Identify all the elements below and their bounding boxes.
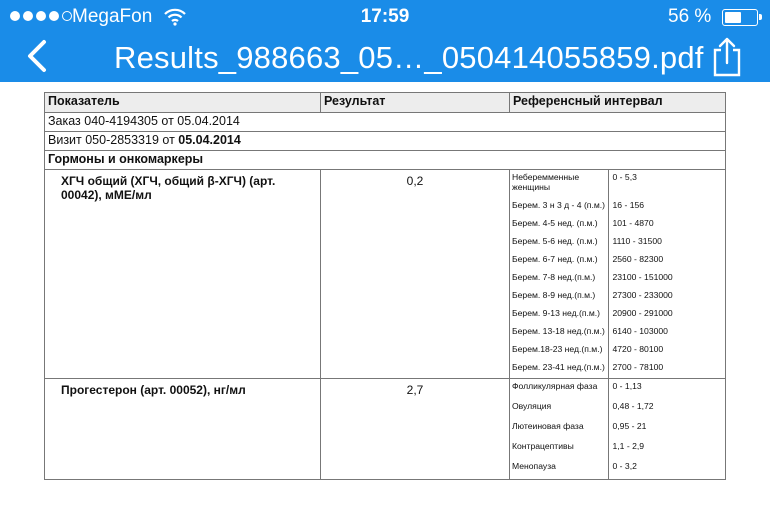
section-title: Гормоны и онкомаркеры	[45, 151, 726, 170]
reference-label: Овуляция	[510, 399, 608, 419]
reference-row	[510, 170, 725, 198]
header-reference: Референсный интервал	[510, 93, 726, 113]
reference-row	[510, 399, 725, 419]
test-result: 2,7	[321, 379, 510, 480]
reference-value: 0 - 3,2	[612, 461, 637, 471]
reference-label: Берем. 23-41 нед.(п.м.)	[510, 360, 608, 378]
pdf-page	[44, 92, 725, 480]
reference-value: 16 - 156	[612, 200, 645, 210]
reference-row	[510, 419, 725, 439]
share-button[interactable]	[710, 36, 744, 78]
reference-label: Берем. 9-13 нед.(п.м.)	[510, 306, 608, 324]
reference-value: 20900 - 291000	[612, 308, 673, 318]
status-bar	[0, 0, 770, 34]
reference-row	[510, 324, 725, 342]
reference-value: 2700 - 78100	[612, 362, 664, 372]
visit-prefix: Визит 050-2853319 от	[48, 133, 179, 147]
reference-label: Берем. 13-18 нед.(п.м.)	[510, 324, 608, 342]
reference-row	[510, 306, 725, 324]
back-button[interactable]	[22, 36, 52, 76]
reference-row	[510, 252, 725, 270]
document-title: Results_988663_05…_050414055859.pdf	[114, 40, 704, 75]
reference-value: 27300 - 233000	[612, 290, 673, 300]
reference-label: Менопауза	[510, 459, 608, 479]
reference-interval	[510, 379, 726, 480]
test-result: 0,2	[321, 170, 510, 379]
table-row	[45, 379, 726, 480]
test-name: ХГЧ общий (ХГЧ, общий β-ХГЧ) (арт. 00042), мМЕ/мл	[45, 170, 321, 379]
visit-date: 05.04.2014	[178, 133, 241, 147]
reference-row	[510, 234, 725, 252]
reference-row	[510, 198, 725, 216]
reference-value: 2560 - 82300	[612, 254, 664, 264]
reference-value: 0,95 - 21	[612, 421, 647, 431]
order-line: Заказ 040-4194305 от 05.04.2014	[45, 113, 726, 132]
reference-value: 6140 - 103000	[612, 326, 668, 336]
carrier-name: MegaFon	[72, 6, 153, 27]
reference-value: 1110 - 31500	[612, 236, 662, 246]
reference-value: 0 - 5,3	[612, 172, 637, 182]
reference-label: Берем. 8-9 нед.(п.м.)	[510, 288, 608, 306]
clock: 17:59	[360, 6, 410, 27]
reference-label: Берем. 6-7 нед. (п.м.)	[510, 252, 608, 270]
reference-value: 4720 - 80100	[612, 344, 664, 354]
reference-label: Контрацептивы	[510, 439, 608, 459]
visit-line	[45, 132, 726, 151]
reference-label: Берем. 3 н 3 д - 4 (п.м.)	[510, 198, 608, 216]
reference-row	[510, 360, 725, 378]
header-result: Результат	[321, 93, 510, 113]
navigation-bar	[0, 34, 770, 82]
reference-value: 0,48 - 1,72	[612, 401, 654, 411]
reference-label: Лютеиновая фаза	[510, 419, 608, 439]
battery-percent: 56 %	[668, 6, 712, 27]
header-indicator: Показатель	[45, 93, 321, 113]
results-table	[44, 92, 726, 480]
reference-row	[510, 342, 725, 360]
reference-row	[510, 379, 725, 399]
battery-icon	[722, 9, 758, 26]
reference-label: Берем. 5-6 нед. (п.м.)	[510, 234, 608, 252]
reference-value: 0 - 1,13	[612, 381, 642, 391]
table-row	[45, 170, 726, 379]
reference-interval	[510, 170, 726, 379]
reference-label: Берем. 7-8 нед.(п.м.)	[510, 270, 608, 288]
reference-value: 1,1 - 2,9	[612, 441, 645, 451]
reference-label: Берем.18-23 нед.(п.м.)	[510, 342, 608, 360]
reference-row	[510, 459, 725, 479]
reference-row	[510, 216, 725, 234]
reference-label: Фолликулярная фаза	[510, 379, 608, 399]
top-bar	[0, 0, 770, 82]
reference-label: Неберемменные женщины	[510, 170, 608, 198]
table-header	[45, 93, 726, 113]
reference-value: 23100 - 151000	[612, 272, 673, 282]
reference-row	[510, 439, 725, 459]
reference-value: 101 - 4870	[612, 218, 654, 228]
reference-label: Берем. 4-5 нед. (п.м.)	[510, 216, 608, 234]
reference-row	[510, 270, 725, 288]
test-name: Прогестерон (арт. 00052), нг/мл	[45, 379, 321, 480]
reference-row	[510, 288, 725, 306]
